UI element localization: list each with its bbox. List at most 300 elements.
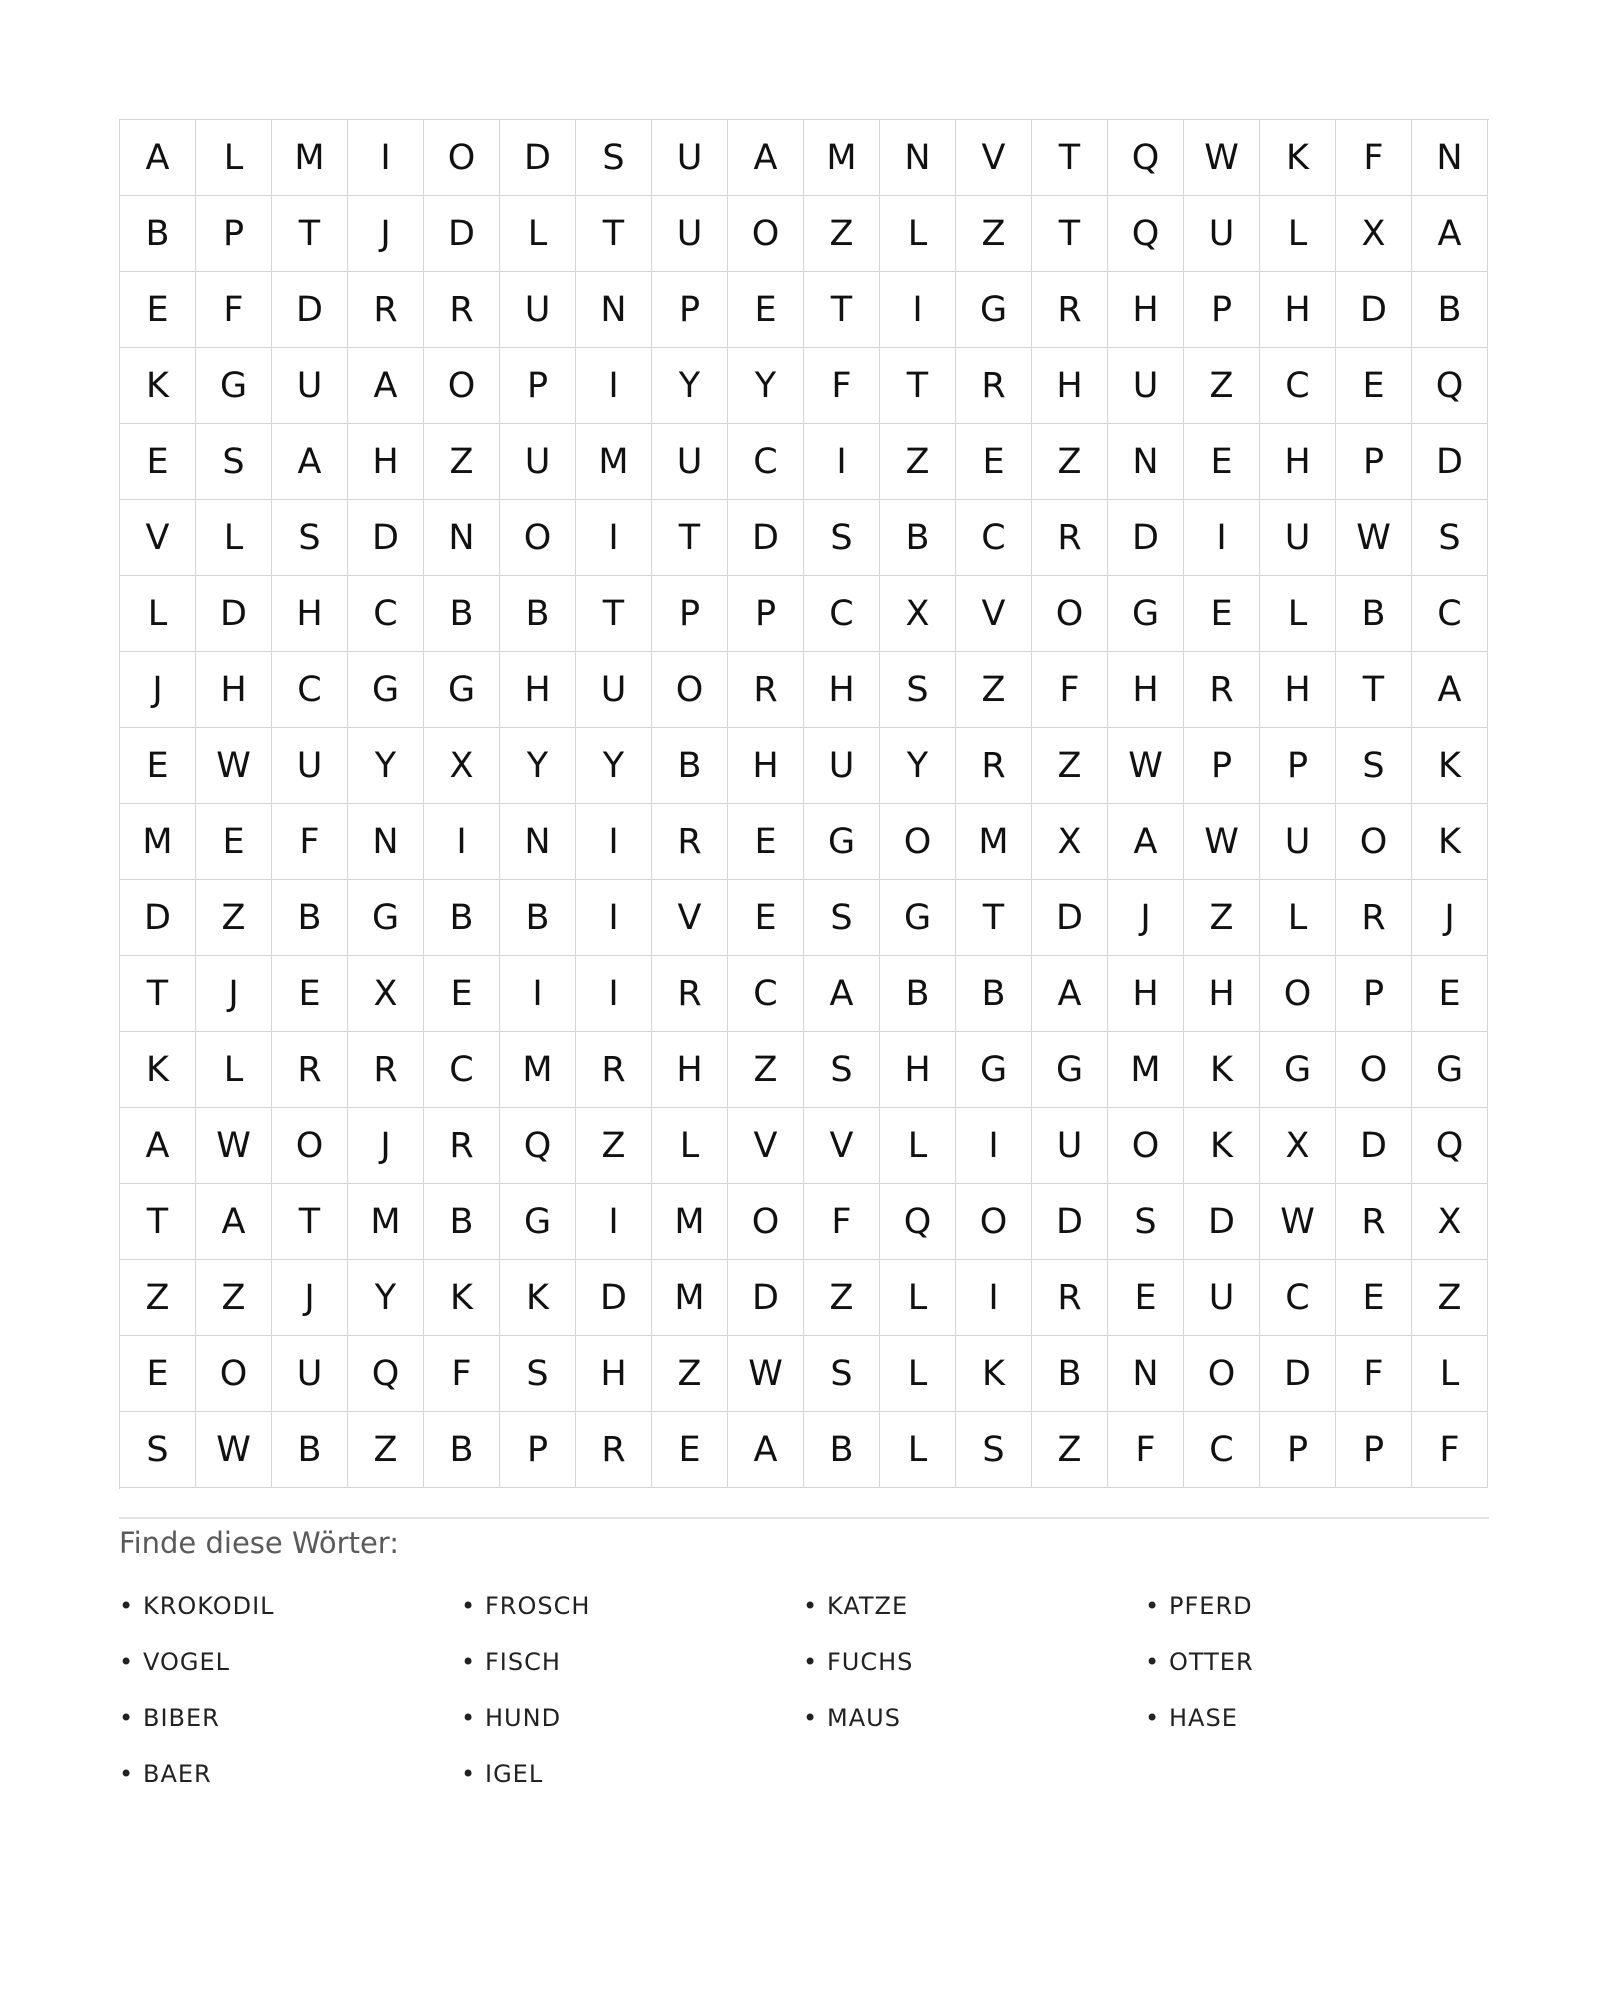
grid-cell[interactable]: R	[956, 728, 1032, 804]
grid-cell[interactable]: E	[728, 804, 804, 880]
grid-cell[interactable]: L	[1260, 576, 1336, 652]
grid-cell[interactable]: B	[500, 880, 576, 956]
grid-cell[interactable]: B	[424, 1184, 500, 1260]
grid-cell[interactable]: U	[1260, 804, 1336, 880]
grid-cell[interactable]: D	[1032, 1184, 1108, 1260]
grid-cell[interactable]: T	[956, 880, 1032, 956]
grid-cell[interactable]: H	[652, 1032, 728, 1108]
grid-cell[interactable]: O	[1336, 804, 1412, 880]
grid-cell[interactable]: L	[880, 196, 956, 272]
grid-cell[interactable]: H	[1108, 956, 1184, 1032]
grid-cell[interactable]: G	[348, 652, 424, 728]
grid-cell[interactable]: Z	[576, 1108, 652, 1184]
grid-cell[interactable]: O	[1108, 1108, 1184, 1184]
grid-cell[interactable]: I	[576, 500, 652, 576]
grid-cell[interactable]: P	[1184, 728, 1260, 804]
grid-cell[interactable]: G	[196, 348, 272, 424]
grid-cell[interactable]: D	[1108, 500, 1184, 576]
grid-cell[interactable]: V	[728, 1108, 804, 1184]
grid-cell[interactable]: Q	[1412, 348, 1488, 424]
grid-cell[interactable]: D	[1184, 1184, 1260, 1260]
grid-cell[interactable]: U	[804, 728, 880, 804]
grid-cell[interactable]: P	[1260, 728, 1336, 804]
grid-cell[interactable]: I	[576, 880, 652, 956]
grid-cell[interactable]: R	[348, 272, 424, 348]
grid-cell[interactable]: P	[500, 348, 576, 424]
grid-cell[interactable]: L	[120, 576, 196, 652]
grid-cell[interactable]: J	[1412, 880, 1488, 956]
grid-cell[interactable]: F	[1108, 1412, 1184, 1488]
grid-cell[interactable]: R	[424, 272, 500, 348]
grid-cell[interactable]: R	[576, 1032, 652, 1108]
grid-cell[interactable]: T	[576, 196, 652, 272]
grid-cell[interactable]: P	[728, 576, 804, 652]
grid-cell[interactable]: S	[804, 1032, 880, 1108]
grid-cell[interactable]: C	[728, 956, 804, 1032]
grid-cell[interactable]: T	[880, 348, 956, 424]
grid-cell[interactable]: U	[1184, 1260, 1260, 1336]
grid-cell[interactable]: Z	[196, 880, 272, 956]
grid-cell[interactable]: Z	[1184, 880, 1260, 956]
grid-cell[interactable]: V	[804, 1108, 880, 1184]
grid-cell[interactable]: G	[1412, 1032, 1488, 1108]
grid-cell[interactable]: O	[1260, 956, 1336, 1032]
grid-cell[interactable]: E	[728, 880, 804, 956]
grid-cell[interactable]: M	[272, 120, 348, 196]
grid-cell[interactable]: Z	[652, 1336, 728, 1412]
grid-cell[interactable]: A	[728, 120, 804, 196]
grid-cell[interactable]: D	[196, 576, 272, 652]
grid-cell[interactable]: E	[424, 956, 500, 1032]
grid-cell[interactable]: M	[120, 804, 196, 880]
grid-cell[interactable]: Y	[348, 728, 424, 804]
grid-cell[interactable]: R	[1184, 652, 1260, 728]
grid-cell[interactable]: W	[196, 1108, 272, 1184]
grid-cell[interactable]: Y	[880, 728, 956, 804]
grid-cell[interactable]: A	[348, 348, 424, 424]
grid-cell[interactable]: F	[272, 804, 348, 880]
grid-cell[interactable]: E	[120, 1336, 196, 1412]
grid-cell[interactable]: K	[1184, 1032, 1260, 1108]
grid-cell[interactable]: B	[424, 576, 500, 652]
grid-cell[interactable]: I	[576, 804, 652, 880]
grid-cell[interactable]: S	[576, 120, 652, 196]
grid-cell[interactable]: X	[1412, 1184, 1488, 1260]
grid-cell[interactable]: H	[1108, 652, 1184, 728]
grid-cell[interactable]: E	[1336, 1260, 1412, 1336]
grid-cell[interactable]: K	[1412, 728, 1488, 804]
grid-cell[interactable]: N	[500, 804, 576, 880]
grid-cell[interactable]: A	[120, 120, 196, 196]
grid-cell[interactable]: O	[880, 804, 956, 880]
grid-cell[interactable]: W	[1260, 1184, 1336, 1260]
grid-cell[interactable]: S	[1108, 1184, 1184, 1260]
grid-cell[interactable]: B	[120, 196, 196, 272]
grid-cell[interactable]: G	[1108, 576, 1184, 652]
grid-cell[interactable]: S	[956, 1412, 1032, 1488]
grid-cell[interactable]: B	[880, 500, 956, 576]
grid-cell[interactable]: R	[1336, 1184, 1412, 1260]
grid-cell[interactable]: Z	[880, 424, 956, 500]
grid-cell[interactable]: K	[1412, 804, 1488, 880]
grid-cell[interactable]: B	[272, 1412, 348, 1488]
grid-cell[interactable]: D	[728, 1260, 804, 1336]
grid-cell[interactable]: J	[348, 1108, 424, 1184]
grid-cell[interactable]: Z	[804, 1260, 880, 1336]
grid-cell[interactable]: N	[1412, 120, 1488, 196]
grid-cell[interactable]: A	[196, 1184, 272, 1260]
grid-cell[interactable]: Y	[576, 728, 652, 804]
grid-cell[interactable]: A	[1032, 956, 1108, 1032]
grid-cell[interactable]: X	[348, 956, 424, 1032]
grid-cell[interactable]: E	[1108, 1260, 1184, 1336]
grid-cell[interactable]: B	[424, 1412, 500, 1488]
grid-cell[interactable]: J	[120, 652, 196, 728]
grid-cell[interactable]: C	[1260, 348, 1336, 424]
grid-cell[interactable]: C	[1260, 1260, 1336, 1336]
grid-cell[interactable]: B	[1336, 576, 1412, 652]
grid-cell[interactable]: N	[348, 804, 424, 880]
grid-cell[interactable]: H	[1184, 956, 1260, 1032]
grid-cell[interactable]: H	[196, 652, 272, 728]
grid-cell[interactable]: L	[1260, 880, 1336, 956]
grid-cell[interactable]: S	[196, 424, 272, 500]
grid-cell[interactable]: U	[272, 1336, 348, 1412]
grid-cell[interactable]: Q	[1412, 1108, 1488, 1184]
grid-cell[interactable]: B	[652, 728, 728, 804]
grid-cell[interactable]: H	[804, 652, 880, 728]
grid-cell[interactable]: Z	[956, 652, 1032, 728]
grid-cell[interactable]: P	[1260, 1412, 1336, 1488]
grid-cell[interactable]: E	[1412, 956, 1488, 1032]
grid-cell[interactable]: X	[1336, 196, 1412, 272]
grid-cell[interactable]: U	[500, 272, 576, 348]
grid-cell[interactable]: E	[120, 728, 196, 804]
grid-cell[interactable]: F	[804, 348, 880, 424]
grid-cell[interactable]: U	[272, 348, 348, 424]
grid-cell[interactable]: D	[1336, 272, 1412, 348]
grid-cell[interactable]: D	[348, 500, 424, 576]
grid-cell[interactable]: Z	[424, 424, 500, 500]
grid-cell[interactable]: R	[1032, 1260, 1108, 1336]
grid-cell[interactable]: E	[652, 1412, 728, 1488]
grid-cell[interactable]: R	[956, 348, 1032, 424]
grid-cell[interactable]: I	[956, 1108, 1032, 1184]
grid-cell[interactable]: Q	[1108, 196, 1184, 272]
grid-cell[interactable]: L	[196, 500, 272, 576]
grid-cell[interactable]: M	[348, 1184, 424, 1260]
grid-cell[interactable]: C	[728, 424, 804, 500]
grid-cell[interactable]: H	[1260, 272, 1336, 348]
grid-cell[interactable]: K	[956, 1336, 1032, 1412]
grid-cell[interactable]: S	[880, 652, 956, 728]
grid-cell[interactable]: N	[880, 120, 956, 196]
grid-cell[interactable]: V	[120, 500, 196, 576]
grid-cell[interactable]: O	[728, 196, 804, 272]
grid-cell[interactable]: Z	[728, 1032, 804, 1108]
grid-cell[interactable]: P	[1336, 1412, 1412, 1488]
grid-cell[interactable]: T	[652, 500, 728, 576]
grid-cell[interactable]: G	[956, 272, 1032, 348]
grid-cell[interactable]: R	[1032, 272, 1108, 348]
grid-cell[interactable]: R	[652, 956, 728, 1032]
grid-cell[interactable]: W	[196, 1412, 272, 1488]
grid-cell[interactable]: K	[500, 1260, 576, 1336]
grid-cell[interactable]: I	[576, 348, 652, 424]
grid-cell[interactable]: W	[1108, 728, 1184, 804]
grid-cell[interactable]: O	[424, 348, 500, 424]
grid-cell[interactable]: D	[576, 1260, 652, 1336]
grid-cell[interactable]: O	[272, 1108, 348, 1184]
grid-cell[interactable]: X	[1032, 804, 1108, 880]
grid-cell[interactable]: E	[1184, 424, 1260, 500]
grid-cell[interactable]: S	[804, 500, 880, 576]
grid-cell[interactable]: Q	[348, 1336, 424, 1412]
grid-cell[interactable]: E	[120, 424, 196, 500]
grid-cell[interactable]: F	[1032, 652, 1108, 728]
grid-cell[interactable]: N	[1108, 1336, 1184, 1412]
grid-cell[interactable]: U	[1184, 196, 1260, 272]
grid-cell[interactable]: S	[1412, 500, 1488, 576]
grid-cell[interactable]: T	[120, 956, 196, 1032]
grid-cell[interactable]: J	[1108, 880, 1184, 956]
grid-cell[interactable]: H	[1032, 348, 1108, 424]
grid-cell[interactable]: Z	[196, 1260, 272, 1336]
grid-cell[interactable]: Y	[348, 1260, 424, 1336]
grid-cell[interactable]: F	[196, 272, 272, 348]
grid-cell[interactable]: Y	[500, 728, 576, 804]
grid-cell[interactable]: M	[652, 1184, 728, 1260]
grid-cell[interactable]: F	[424, 1336, 500, 1412]
grid-cell[interactable]: N	[1108, 424, 1184, 500]
grid-cell[interactable]: P	[500, 1412, 576, 1488]
grid-cell[interactable]: X	[1260, 1108, 1336, 1184]
grid-cell[interactable]: I	[348, 120, 424, 196]
grid-cell[interactable]: P	[1184, 272, 1260, 348]
grid-cell[interactable]: I	[500, 956, 576, 1032]
grid-cell[interactable]: T	[804, 272, 880, 348]
grid-cell[interactable]: U	[1032, 1108, 1108, 1184]
grid-cell[interactable]: Z	[1184, 348, 1260, 424]
grid-cell[interactable]: Z	[1412, 1260, 1488, 1336]
grid-cell[interactable]: L	[196, 120, 272, 196]
grid-cell[interactable]: O	[500, 500, 576, 576]
grid-cell[interactable]: G	[880, 880, 956, 956]
grid-cell[interactable]: E	[196, 804, 272, 880]
grid-cell[interactable]: B	[424, 880, 500, 956]
grid-cell[interactable]: W	[1184, 804, 1260, 880]
grid-cell[interactable]: Z	[956, 196, 1032, 272]
grid-cell[interactable]: E	[1184, 576, 1260, 652]
grid-cell[interactable]: O	[196, 1336, 272, 1412]
grid-cell[interactable]: I	[880, 272, 956, 348]
grid-cell[interactable]: U	[652, 424, 728, 500]
grid-cell[interactable]: P	[1336, 956, 1412, 1032]
grid-cell[interactable]: X	[880, 576, 956, 652]
grid-cell[interactable]: E	[956, 424, 1032, 500]
grid-cell[interactable]: O	[728, 1184, 804, 1260]
grid-cell[interactable]: D	[500, 120, 576, 196]
grid-cell[interactable]: R	[1032, 500, 1108, 576]
grid-cell[interactable]: P	[652, 272, 728, 348]
grid-cell[interactable]: H	[348, 424, 424, 500]
grid-cell[interactable]: Z	[348, 1412, 424, 1488]
grid-cell[interactable]: O	[956, 1184, 1032, 1260]
grid-cell[interactable]: D	[424, 196, 500, 272]
grid-cell[interactable]: A	[120, 1108, 196, 1184]
grid-cell[interactable]: L	[880, 1336, 956, 1412]
grid-cell[interactable]: P	[196, 196, 272, 272]
grid-cell[interactable]: R	[728, 652, 804, 728]
grid-cell[interactable]: G	[424, 652, 500, 728]
grid-cell[interactable]: S	[272, 500, 348, 576]
grid-cell[interactable]: C	[1184, 1412, 1260, 1488]
grid-cell[interactable]: T	[272, 1184, 348, 1260]
grid-cell[interactable]: L	[1412, 1336, 1488, 1412]
grid-cell[interactable]: P	[1336, 424, 1412, 500]
grid-cell[interactable]: S	[120, 1412, 196, 1488]
grid-cell[interactable]: A	[1108, 804, 1184, 880]
grid-cell[interactable]: R	[272, 1032, 348, 1108]
grid-cell[interactable]: U	[272, 728, 348, 804]
grid-cell[interactable]: B	[804, 1412, 880, 1488]
grid-cell[interactable]: B	[956, 956, 1032, 1032]
grid-cell[interactable]: C	[956, 500, 1032, 576]
grid-cell[interactable]: Y	[728, 348, 804, 424]
grid-cell[interactable]: K	[424, 1260, 500, 1336]
grid-cell[interactable]: Z	[1032, 424, 1108, 500]
grid-cell[interactable]: Q	[500, 1108, 576, 1184]
grid-cell[interactable]: A	[804, 956, 880, 1032]
grid-cell[interactable]: K	[1260, 120, 1336, 196]
grid-cell[interactable]: U	[1108, 348, 1184, 424]
grid-cell[interactable]: U	[652, 120, 728, 196]
grid-cell[interactable]: H	[728, 728, 804, 804]
grid-cell[interactable]: Z	[804, 196, 880, 272]
grid-cell[interactable]: B	[1412, 272, 1488, 348]
grid-cell[interactable]: H	[880, 1032, 956, 1108]
grid-cell[interactable]: M	[1108, 1032, 1184, 1108]
grid-cell[interactable]: G	[956, 1032, 1032, 1108]
grid-cell[interactable]: H	[1260, 652, 1336, 728]
grid-cell[interactable]: Z	[1032, 1412, 1108, 1488]
grid-cell[interactable]: K	[1184, 1108, 1260, 1184]
grid-cell[interactable]: S	[804, 1336, 880, 1412]
grid-cell[interactable]: U	[1260, 500, 1336, 576]
grid-cell[interactable]: J	[348, 196, 424, 272]
grid-cell[interactable]: C	[804, 576, 880, 652]
grid-cell[interactable]: L	[880, 1260, 956, 1336]
grid-cell[interactable]: R	[348, 1032, 424, 1108]
grid-cell[interactable]: D	[1032, 880, 1108, 956]
grid-cell[interactable]: C	[1412, 576, 1488, 652]
grid-cell[interactable]: U	[576, 652, 652, 728]
grid-cell[interactable]: I	[576, 1184, 652, 1260]
grid-cell[interactable]: X	[424, 728, 500, 804]
grid-cell[interactable]: I	[804, 424, 880, 500]
grid-cell[interactable]: B	[880, 956, 956, 1032]
grid-cell[interactable]: W	[728, 1336, 804, 1412]
grid-cell[interactable]: N	[576, 272, 652, 348]
grid-cell[interactable]: W	[1336, 500, 1412, 576]
grid-cell[interactable]: U	[652, 196, 728, 272]
grid-cell[interactable]: H	[272, 576, 348, 652]
grid-cell[interactable]: G	[804, 804, 880, 880]
grid-cell[interactable]: B	[1032, 1336, 1108, 1412]
grid-cell[interactable]: K	[120, 348, 196, 424]
grid-cell[interactable]: A	[1412, 196, 1488, 272]
grid-cell[interactable]: H	[576, 1336, 652, 1412]
grid-cell[interactable]: T	[120, 1184, 196, 1260]
grid-cell[interactable]: Y	[652, 348, 728, 424]
grid-cell[interactable]: H	[500, 652, 576, 728]
grid-cell[interactable]: Q	[880, 1184, 956, 1260]
grid-cell[interactable]: C	[424, 1032, 500, 1108]
grid-cell[interactable]: J	[272, 1260, 348, 1336]
grid-cell[interactable]: I	[956, 1260, 1032, 1336]
grid-cell[interactable]: L	[652, 1108, 728, 1184]
grid-cell[interactable]: R	[424, 1108, 500, 1184]
grid-cell[interactable]: Z	[120, 1260, 196, 1336]
grid-cell[interactable]: V	[956, 120, 1032, 196]
grid-cell[interactable]: M	[500, 1032, 576, 1108]
grid-cell[interactable]: C	[272, 652, 348, 728]
grid-cell[interactable]: L	[880, 1412, 956, 1488]
grid-cell[interactable]: Z	[1032, 728, 1108, 804]
grid-cell[interactable]: A	[272, 424, 348, 500]
grid-cell[interactable]: F	[1336, 1336, 1412, 1412]
grid-cell[interactable]: M	[804, 120, 880, 196]
grid-cell[interactable]: Q	[1108, 120, 1184, 196]
grid-cell[interactable]: A	[1412, 652, 1488, 728]
grid-cell[interactable]: O	[424, 120, 500, 196]
grid-cell[interactable]: R	[576, 1412, 652, 1488]
grid-cell[interactable]: S	[1336, 728, 1412, 804]
grid-cell[interactable]: J	[196, 956, 272, 1032]
grid-cell[interactable]: A	[728, 1412, 804, 1488]
grid-cell[interactable]: U	[500, 424, 576, 500]
grid-cell[interactable]: O	[1032, 576, 1108, 652]
grid-cell[interactable]: F	[804, 1184, 880, 1260]
grid-cell[interactable]: V	[956, 576, 1032, 652]
grid-cell[interactable]: L	[1260, 196, 1336, 272]
grid-cell[interactable]: G	[500, 1184, 576, 1260]
grid-cell[interactable]: O	[1184, 1336, 1260, 1412]
grid-cell[interactable]: O	[1336, 1032, 1412, 1108]
grid-cell[interactable]: E	[1336, 348, 1412, 424]
grid-cell[interactable]: L	[500, 196, 576, 272]
grid-cell[interactable]: L	[196, 1032, 272, 1108]
grid-cell[interactable]: N	[424, 500, 500, 576]
grid-cell[interactable]: D	[728, 500, 804, 576]
grid-cell[interactable]: D	[1336, 1108, 1412, 1184]
grid-cell[interactable]: M	[576, 424, 652, 500]
grid-cell[interactable]: C	[348, 576, 424, 652]
grid-cell[interactable]: F	[1336, 120, 1412, 196]
grid-cell[interactable]: M	[652, 1260, 728, 1336]
grid-cell[interactable]: G	[348, 880, 424, 956]
grid-cell[interactable]: H	[1108, 272, 1184, 348]
grid-cell[interactable]: K	[120, 1032, 196, 1108]
grid-cell[interactable]: T	[272, 196, 348, 272]
grid-cell[interactable]: E	[120, 272, 196, 348]
grid-cell[interactable]: R	[652, 804, 728, 880]
grid-cell[interactable]: W	[1184, 120, 1260, 196]
grid-cell[interactable]: B	[272, 880, 348, 956]
grid-cell[interactable]: I	[1184, 500, 1260, 576]
grid-cell[interactable]: T	[1032, 196, 1108, 272]
grid-cell[interactable]: D	[1412, 424, 1488, 500]
